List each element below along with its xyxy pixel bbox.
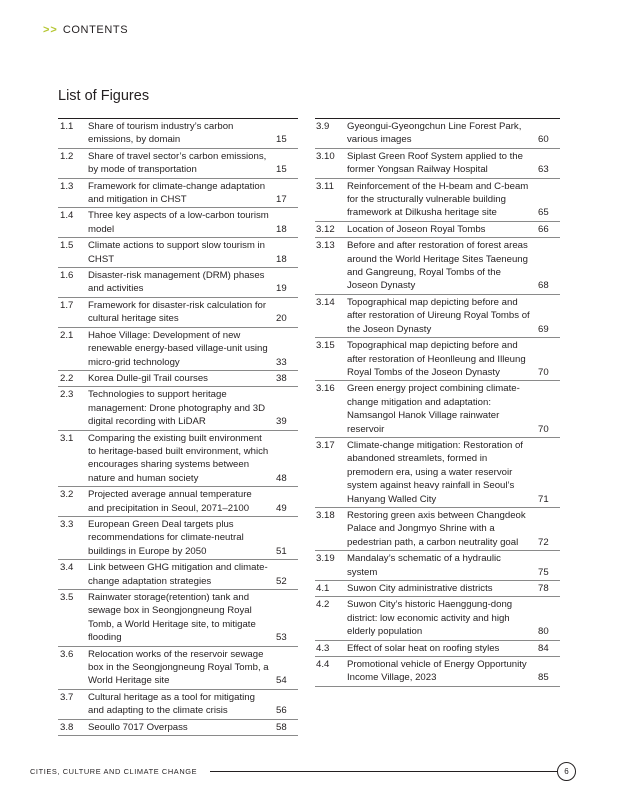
figure-title: Link between GHG mitigation and climate-change adaptation strategies [88,562,268,587]
figure-title: Three key aspects of a low-carbon tourism model [88,210,269,235]
figure-entry [58,237,298,267]
figure-page: 56 [276,705,287,717]
figure-title: Mandalay’s schematic of a hydraulic system [347,553,501,578]
figure-page: 15 [276,164,287,176]
figure-page: 66 [538,223,549,235]
figure-entry [58,719,298,736]
figure-page: 19 [276,283,287,295]
figure-number: 3.19 [316,553,335,565]
figure-number: 2.1 [60,329,74,341]
figure-title: Climate-change mitigation: Restoration of abandoned streamlets, formed in premodern era, using a water reservoir system against heavy rainfall in Seoul’s Hanyang Walled City [347,439,523,505]
figure-entry [315,237,560,294]
figure-title: Cultural heritage as a tool for mitigating and adapting to the climate crisis [88,691,255,717]
figure-title: Climate actions to support slow tourism in CHST [88,240,266,265]
figure-entry [58,118,298,148]
figure-entry [58,267,298,297]
figure-number: 3.17 [316,439,335,451]
figure-number: 3.15 [316,340,335,352]
figure-title: Gyeongui-Gyeongchun Line Forest Park, various images [347,121,522,146]
figure-page: 49 [276,502,287,514]
figure-entry [58,297,298,327]
figure-page: 15 [276,134,287,146]
figure-title: Disaster-risk management (DRM) phases and activities [88,270,265,295]
figure-title: Topographical map depicting before and after restoration of Uireung Royal Tombs of the Joseon Dynasty [347,296,530,335]
section-header [43,24,128,36]
figure-entry [58,589,298,646]
section-label: CONTENTS [62,24,129,36]
figure-entry [315,337,560,380]
figure-title: European Green Deal targets plus recommendations for climate-neutral buildings in Europe by 2050 [88,518,244,557]
figure-entry [315,148,560,178]
figure-page: 75 [538,566,549,578]
figure-page: 17 [276,194,287,206]
figure-page: 54 [276,675,287,687]
figure-page: 51 [276,545,287,557]
figure-entry [58,178,298,208]
figure-page: 53 [276,632,287,644]
figure-number: 3.4 [60,562,74,574]
figure-entry [315,596,560,639]
figure-entry [58,327,298,370]
figure-title: Korea Dulle-gil Trail courses [88,372,208,384]
figure-entry [315,221,560,237]
figures-list-right [315,118,560,687]
figure-page: 63 [538,164,549,176]
figure-title: Share of travel sector’s carbon emissions, by mode of transportation [88,150,267,176]
figure-title: Suwon City’s historic Haenggung-dong district: low economic activity and high elderly population [347,599,513,638]
figure-page: 72 [538,536,549,548]
figure-page: 60 [538,134,549,146]
figure-entry [58,516,298,559]
figure-page: 69 [538,323,549,335]
figure-number: 3.11 [316,180,334,192]
figure-page: 70 [538,366,549,378]
figure-number: 1.5 [60,240,74,252]
figure-title: Reinforcement of the H-beam and C-beam for the structurally vulnerable building framework at Dilkusha heritage site [347,180,529,219]
page-number: 6 [557,762,576,781]
figure-title: Green energy project combining climate-change mitigation and adaptation: Namsangol Hanok Village rainwater reservoir [347,383,520,435]
figure-title: Comparing the existing built environment to heritage-based built environment, which encourages sharing systems between nature and human society [88,432,269,484]
figure-number: 3.16 [316,383,335,395]
figure-entry [315,178,560,221]
figure-title: Suwon City administrative districts [347,583,493,594]
figure-page: 48 [276,472,287,484]
figure-number: 2.2 [60,372,74,384]
figure-title: Location of Joseon Royal Tombs [347,223,486,235]
figure-title: Before and after restoration of forest areas around the World Heritage Sites Taeneung and Gangreung, Royal Tombs of the Joseon Dynasty [347,240,528,292]
figure-page: 52 [276,575,287,587]
figure-number: 3.18 [316,509,335,521]
figure-entry [315,507,560,550]
figure-number: 3.9 [316,121,330,132]
figure-number: 3.13 [316,240,335,252]
figure-title: Hahoe Village: Development of new renewable energy-based village-unit using micro-grid technology [88,329,268,368]
figure-entry [58,559,298,589]
figure-page: 20 [276,313,287,325]
figure-number: 3.3 [60,518,74,530]
figure-entry [58,386,298,429]
figure-entry [315,580,560,596]
figure-title: Share of tourism industry’s carbon emissions, by domain [88,121,234,146]
figure-title: Relocation works of the reservoir sewage box in the Seongjongneung Royal Tomb, a World Heritage site [88,648,269,687]
figure-page: 84 [538,642,549,654]
figure-number: 1.4 [60,210,74,222]
figure-number: 3.6 [60,648,74,660]
figure-title: Topographical map depicting before and after restoration of Heonlleung and Illeung Royal Tombs of the Joseon Dynasty [347,340,526,378]
figure-number: 1.2 [60,150,74,162]
figure-entry [315,437,560,507]
figure-number: 1.3 [60,180,74,192]
figure-page: 33 [276,356,287,368]
figure-page: 18 [276,223,287,235]
figure-number: 3.2 [60,489,74,501]
figure-entry [315,380,560,437]
figure-number: 3.8 [60,721,74,733]
footer-title: CITIES, CULTURE AND CLIMATE CHANGE [30,767,198,776]
figure-page: 38 [276,372,287,384]
figure-entry [315,640,560,656]
figure-number: 4.1 [316,583,330,594]
figure-page: 71 [538,493,549,505]
figure-entry [315,656,560,687]
figure-title: Framework for climate-change adaptation and mitigation in CHST [88,180,266,206]
footer-divider [210,771,557,772]
figure-number: 3.14 [316,296,335,308]
figure-title: Projected average annual temperature and precipitation in Seoul, 2071–2100 [88,489,252,514]
chevron-right-icon: >> [43,24,58,36]
figure-page: 78 [538,583,549,594]
figure-title: Promotional vehicle of Energy Opportunity Income Village, 2023 [347,659,527,684]
figure-entry [58,486,298,516]
figure-page: 68 [538,280,549,292]
figure-entry [315,118,560,148]
figure-entry [58,207,298,237]
figure-number: 1.7 [60,299,74,311]
figure-entry [58,430,298,487]
figure-number: 1.6 [60,270,74,282]
figure-title: Rainwater storage(retention) tank and sewage box in Seongjongneung Royal Tomb, a World Heritage site, to mitigate flooding [88,592,256,644]
figure-title: Restoring green axis between Changdeok Palace and Jongmyo Shrine with a pedestrian path, a carbon neutrality goal [347,509,526,548]
figure-number: 3.10 [316,150,335,162]
figure-page: 18 [276,253,287,265]
figure-title: Siplast Green Roof System applied to the former Yongsan Railway Hospital [347,150,523,176]
figure-number: 3.12 [316,223,335,235]
figure-page: 85 [538,672,549,684]
figure-entry [58,646,298,689]
figure-entry [315,550,560,580]
figure-page: 65 [538,207,549,219]
figure-page: 70 [538,423,549,435]
figure-number: 4.3 [316,642,330,654]
figure-number: 3.7 [60,691,74,703]
figure-entry [58,148,298,178]
figure-page: 58 [276,721,287,733]
figure-number: 3.5 [60,592,74,603]
figure-title: Effect of solar heat on roofing styles [347,642,500,654]
figure-title: Technologies to support heritage management: Drone photography and 3D digital recording with LiDAR [88,389,266,428]
figure-number: 4.4 [316,659,330,671]
figure-page: 80 [538,626,549,638]
figure-number: 3.1 [60,432,74,444]
figure-entry [58,689,298,719]
figure-entry [58,370,298,386]
figure-number: 1.1 [60,121,74,132]
figure-title: Framework for disaster-risk calculation for cultural heritage sites [88,299,267,325]
figures-list-left [58,118,298,736]
figure-number: 2.3 [60,389,74,401]
page-title: List of Figures [58,88,150,104]
figure-number: 4.2 [316,599,330,611]
figure-entry [315,294,560,337]
figure-page: 39 [276,416,287,428]
figure-title: Seoullo 7017 Overpass [88,721,188,733]
